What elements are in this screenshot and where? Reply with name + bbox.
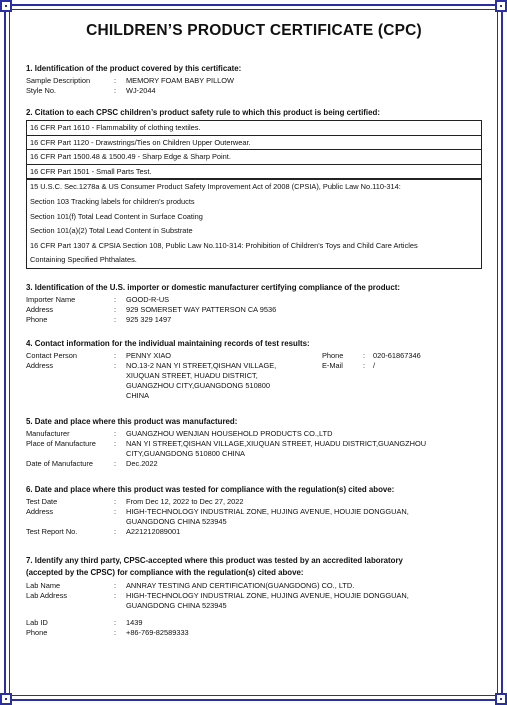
- field-value: ANNRAY TESTING AND CERTIFICATION(GUANGDONG) CO., LTD.: [126, 580, 355, 590]
- field-label: Phone: [26, 627, 48, 637]
- section-safety-rules: [26, 108, 482, 269]
- field-label: Test Report No.: [26, 526, 78, 536]
- section-manufacture: [26, 417, 482, 469]
- field-label: Address: [26, 506, 54, 516]
- field-colon: :: [114, 428, 117, 438]
- field-value: Dec.2022: [126, 458, 158, 468]
- field-row: [26, 295, 482, 305]
- heading-line: 7. Identify any third party, CPSC-accepted where this product was tested by an accredited laboratory: [26, 555, 403, 565]
- field-label: Lab Address: [26, 590, 68, 600]
- field-colon: :: [114, 360, 117, 370]
- field-colon: :: [114, 304, 117, 314]
- field-row: [26, 618, 482, 628]
- field-row: [26, 361, 482, 401]
- field-colon: :: [114, 506, 117, 516]
- field-value: WJ-2044: [126, 86, 156, 95]
- field-row: [26, 86, 482, 96]
- field-value: +86-769-82589333: [126, 627, 189, 637]
- field-colon: :: [114, 496, 117, 506]
- field-label: Place of Manufacture: [26, 438, 96, 448]
- rule-line: Section 103 Tracking labels for children’s products: [30, 196, 195, 206]
- field-colon: :: [363, 360, 366, 370]
- field-colon: :: [114, 350, 117, 360]
- address-line: CITY,GUANGDONG 510800 CHINA: [126, 448, 245, 458]
- field-colon: :: [114, 438, 117, 448]
- section-3-heading: 3. Identification of the U.S. importer or domestic manufacturer certifying compliance of the product:: [26, 282, 400, 292]
- field-value: GUANGZHOU WENJIAN HOUSEHOLD PRODUCTS CO.,LTD: [126, 428, 333, 438]
- field-label: Address: [26, 360, 54, 370]
- section-7-heading: [26, 555, 482, 579]
- field-value: PENNY XIAO: [126, 350, 172, 360]
- field-value: 1439: [126, 617, 143, 627]
- address-line: HIGH-TECHNOLOGY INDUSTRIAL ZONE, HUJING AVENUE, HOUJIE DONGGUAN,: [126, 506, 409, 516]
- rule-line: 15 U.S.C. Sec.1278a & US Consumer Product Safety Improvement Act of 2008 (CPSIA), Public Law No.110-314:: [30, 182, 401, 192]
- rule-line: 16 CFR Part 1610 - Flammability of clothing textiles.: [27, 121, 481, 136]
- field-label: Test Date: [26, 496, 58, 506]
- field-row: [26, 591, 482, 611]
- section-record-keeper: [26, 339, 482, 401]
- corner-ornament-bottom-left: [0, 693, 12, 705]
- address-line: NAN YI STREET,QISHAN VILLAGE,XIUQUAN STREET, HUADU DISTRICT,GUANGZHOU: [126, 438, 427, 448]
- cpsia-rules-table: [26, 179, 482, 269]
- field-value: /: [373, 360, 376, 370]
- section-4-heading: 4. Contact information for the individual maintaining records of test results:: [26, 338, 310, 348]
- field-row: [26, 351, 482, 361]
- field-row: [26, 581, 482, 591]
- field-value: GOOD-R-US: [126, 294, 170, 304]
- field-label: Lab Name: [26, 580, 61, 590]
- address-line: GUANGDONG CHINA 523945: [126, 516, 227, 526]
- field-label: Date of Manufacture: [26, 458, 93, 468]
- field-value: 929 SOMERSET WAY PATTERSON CA 9536: [126, 304, 277, 314]
- field-colon: :: [114, 526, 117, 536]
- field-label: Phone: [322, 350, 344, 360]
- field-label: Manufacturer: [26, 428, 70, 438]
- certificate-title: CHILDREN’S PRODUCT CERTIFICATE (CPC): [86, 22, 422, 39]
- field-row: [26, 305, 482, 315]
- field-row: [26, 76, 482, 86]
- field-colon: :: [114, 617, 117, 627]
- address-block: [126, 507, 482, 527]
- field-row: [26, 439, 482, 459]
- rule-line: Section 101(a)(2) Total Lead Content in Substrate: [30, 226, 193, 236]
- rule-line: 16 CFR Part 1120 - Drawstrings/Ties on Children Upper Outerwear.: [27, 136, 481, 151]
- address-block: [126, 591, 482, 611]
- field-value: 020-61867346: [373, 350, 421, 360]
- field-row: [26, 628, 482, 638]
- field-value: A221212089001: [126, 526, 181, 536]
- address-block: [126, 439, 482, 459]
- field-label: Lab ID: [26, 617, 48, 627]
- field-row: [26, 507, 482, 527]
- rules-table: [26, 120, 482, 179]
- field-label: Importer Name: [26, 294, 76, 304]
- section-product-identification: [26, 64, 482, 96]
- spacer: [26, 611, 482, 618]
- field-colon: :: [114, 580, 117, 590]
- field-value: From Dec 12, 2022 to Dec 27, 2022: [126, 496, 244, 506]
- field-colon: :: [114, 314, 117, 324]
- section-testing: [26, 485, 482, 537]
- corner-ornament-top-right: [495, 0, 507, 12]
- section-importer: [26, 283, 482, 325]
- address-line: NO.13-2 NAN YI STREET,QISHAN VILLAGE,: [126, 360, 277, 370]
- field-colon: :: [114, 627, 117, 637]
- field-row: [26, 527, 482, 537]
- rule-line: Containing Specified Phthalates.: [30, 255, 137, 265]
- section-2-heading: 2. Citation to each CPSC children’s product safety rule to which this product is being certified:: [26, 108, 380, 117]
- address-line: GUANGZHOU CITY,GUANGDONG 510800: [126, 380, 271, 390]
- field-row: [26, 459, 482, 469]
- corner-ornament-bottom-right: [495, 693, 507, 705]
- field-label: Style No.: [26, 86, 56, 95]
- field-row: [26, 497, 482, 507]
- field-label: E-Mail: [322, 360, 343, 370]
- section-6-heading: 6. Date and place where this product was tested for compliance with the regulation(s) cited above:: [26, 484, 395, 494]
- corner-ornament-top-left: [0, 0, 12, 12]
- address-line: GUANGDONG CHINA 523945: [126, 600, 227, 610]
- address-line: CHINA: [126, 390, 149, 400]
- field-label: Sample Description: [26, 76, 91, 85]
- field-label: Contact Person: [26, 350, 77, 360]
- field-label: Address: [26, 304, 54, 314]
- rule-line: 16 CFR Part 1501 - Small Parts Test.: [27, 165, 481, 180]
- field-colon: :: [114, 76, 117, 85]
- rule-line: Section 101(f) Total Lead Content in Surface Coating: [30, 211, 203, 221]
- field-row: [26, 315, 482, 325]
- field-colon: :: [114, 294, 117, 304]
- address-line: XIUQUAN STREET, HUADU DISTRICT,: [126, 370, 258, 380]
- field-colon: :: [114, 86, 117, 95]
- section-1-heading: 1. Identification of the product covered by this certificate:: [26, 64, 242, 73]
- field-row: [26, 429, 482, 439]
- section-laboratory: [26, 555, 482, 638]
- field-value: 925 329 1497: [126, 314, 172, 324]
- field-label: Phone: [26, 314, 48, 324]
- heading-line: (accepted by the CPSC) for compliance with the regulation(s) cited above:: [26, 567, 304, 577]
- field-colon: :: [114, 458, 117, 468]
- rule-line: 16 CFR Part 1307 & CPSIA Section 108, Public Law No.110-314: Prohibition of Children's Toys and Child Care Articles: [30, 240, 418, 250]
- field-value: MEMORY FOAM BABY PILLOW: [126, 76, 235, 85]
- address-block: [126, 361, 322, 401]
- address-line: HIGH-TECHNOLOGY INDUSTRIAL ZONE, HUJING AVENUE, HOUJIE DONGGUAN,: [126, 590, 409, 600]
- certificate-body: [26, 22, 482, 638]
- field-colon: :: [363, 350, 366, 360]
- section-5-heading: 5. Date and place where this product was manufactured:: [26, 416, 238, 426]
- rule-line: 16 CFR Part 1500.48 & 1500.49 - Sharp Edge & Sharp Point.: [27, 150, 481, 165]
- field-colon: :: [114, 590, 117, 600]
